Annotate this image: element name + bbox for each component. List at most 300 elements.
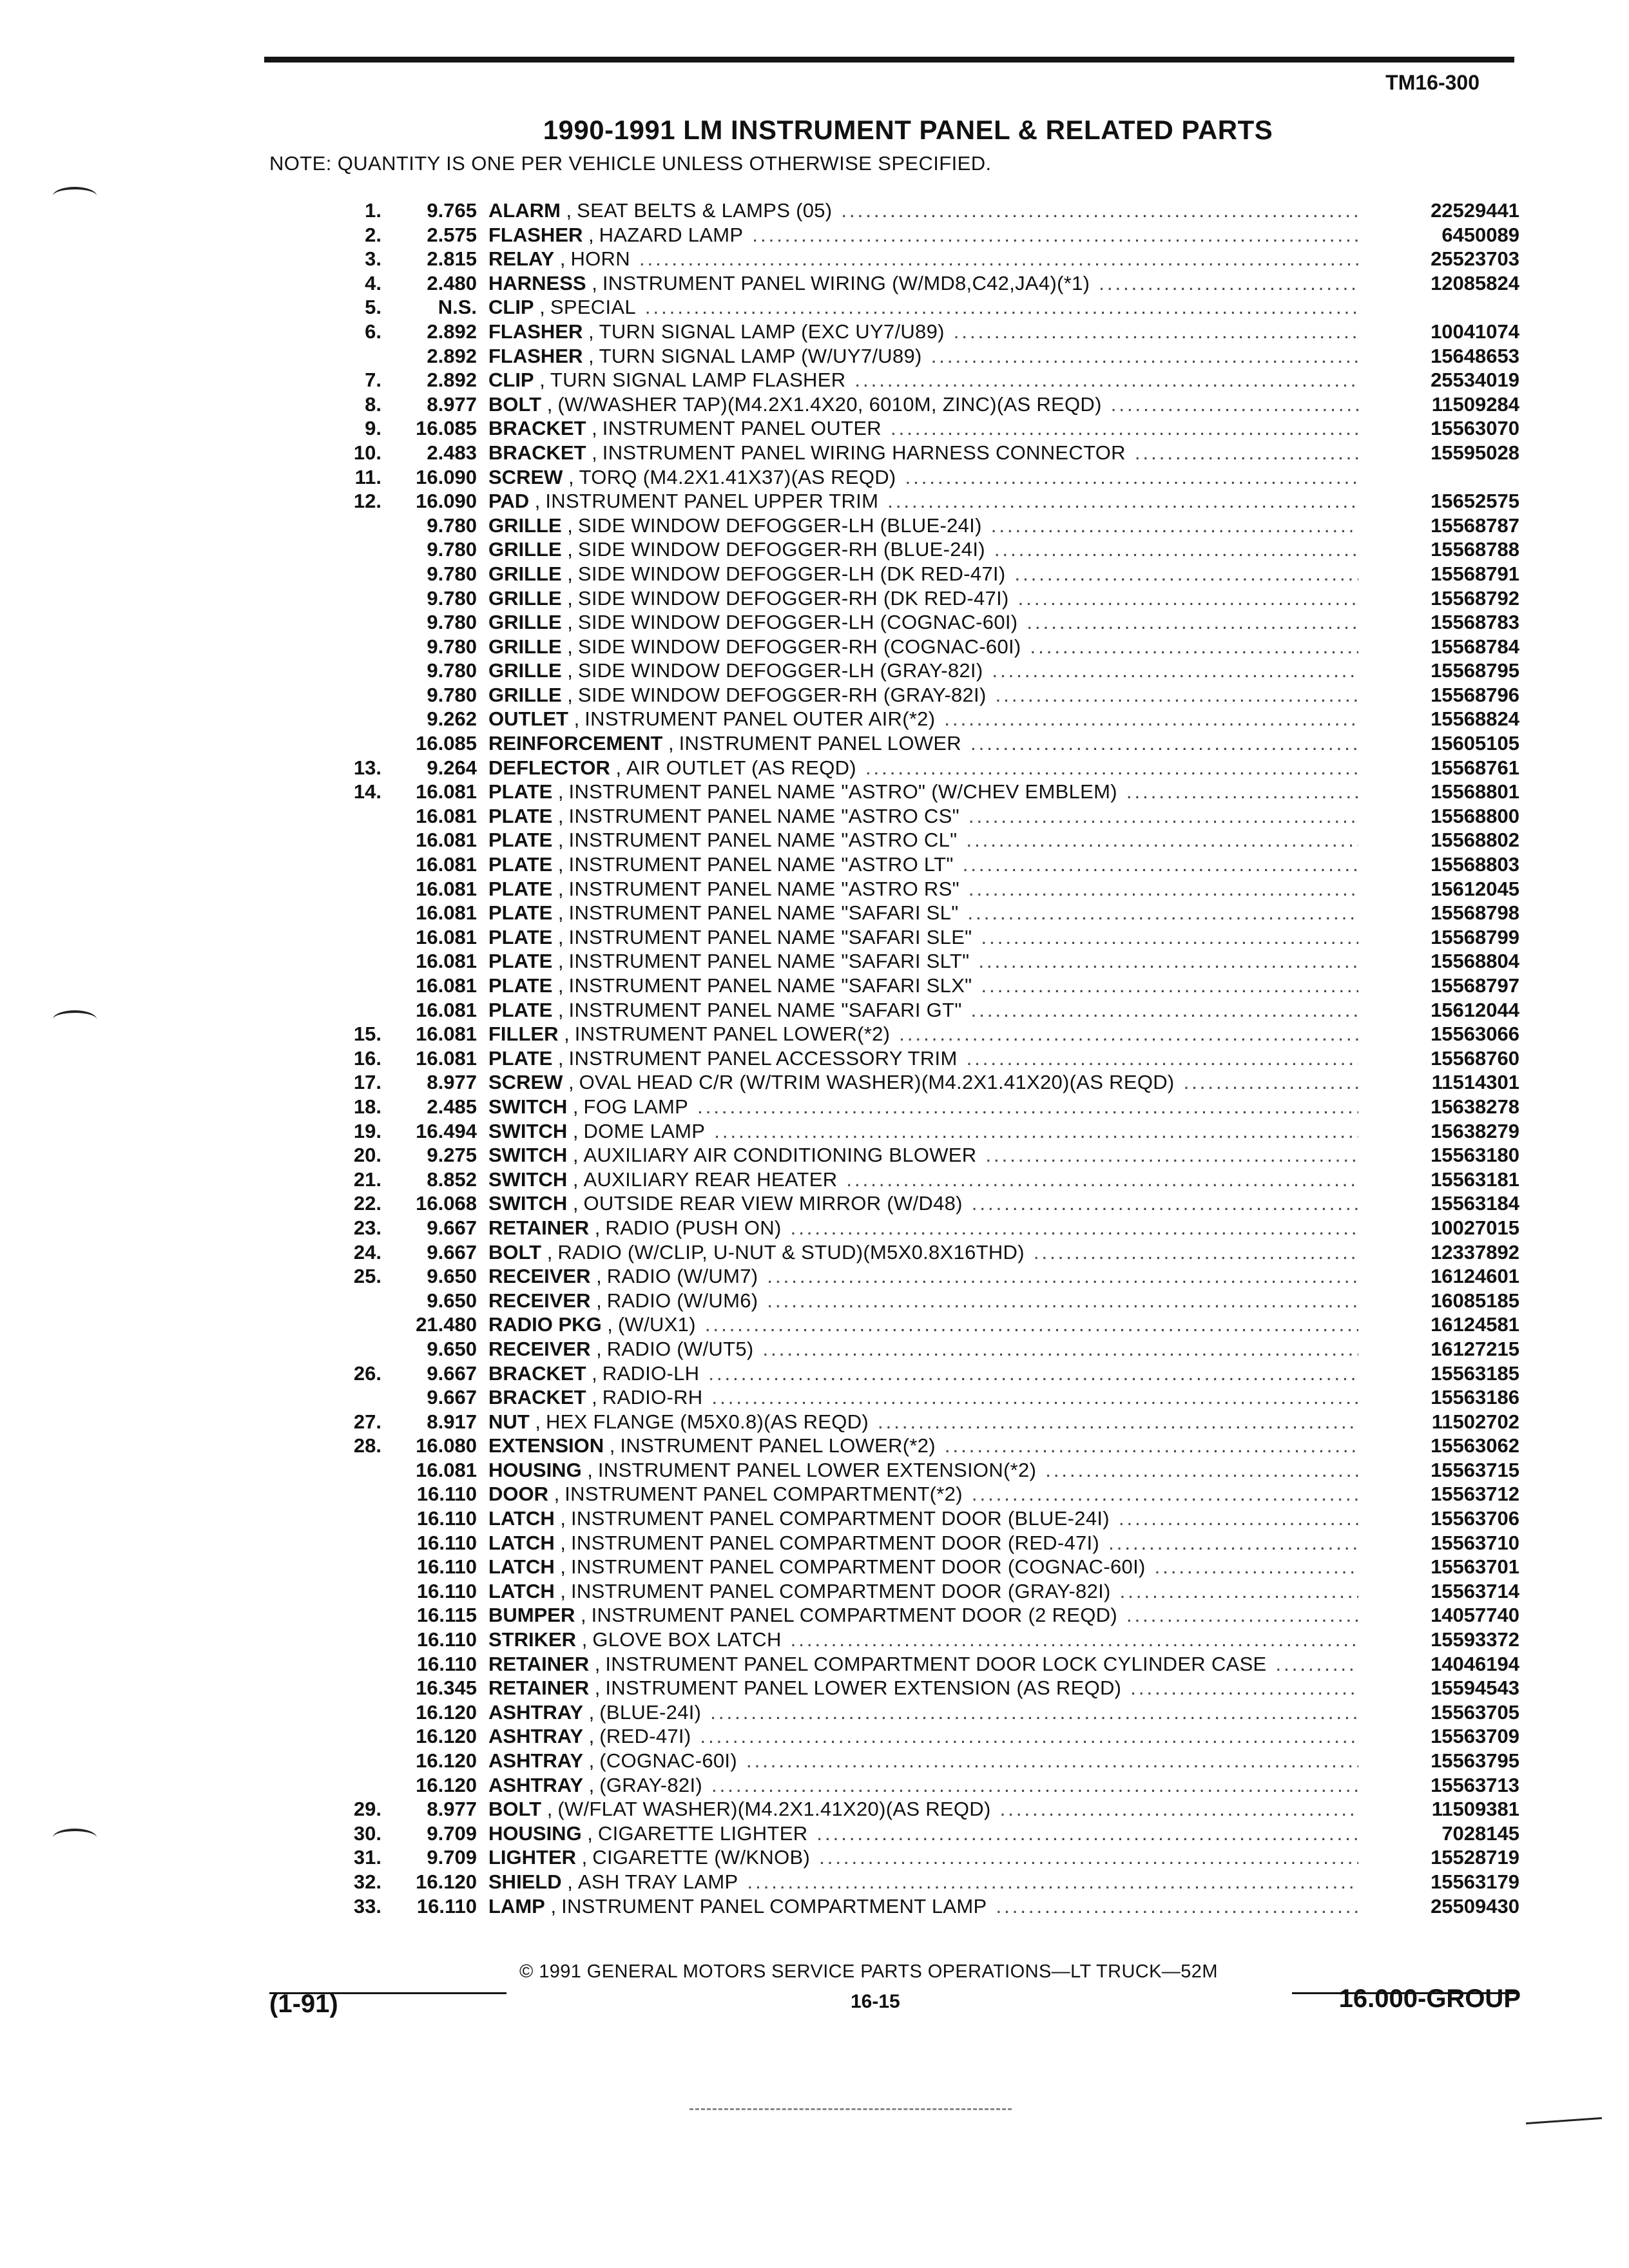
- part-name: BRACKET: [488, 1361, 586, 1385]
- part-detail: INSTRUMENT PANEL NAME "ASTRO" (W/CHEV EMBLEM): [568, 780, 1117, 803]
- parts-row: [0, 1628, 1629, 1652]
- group-number: 21.480: [416, 1313, 477, 1336]
- dot-leader: [791, 1628, 1358, 1652]
- group-number: 16.081: [416, 829, 477, 852]
- ref-number: 16.: [353, 1046, 381, 1070]
- parts-row: [0, 974, 1629, 998]
- part-number: 15563184: [1431, 1192, 1519, 1215]
- dot-leader: [1155, 1555, 1358, 1579]
- part-number: 25534019: [1431, 369, 1519, 392]
- group-number: 16.110: [416, 1628, 477, 1651]
- ref-number: 11.: [354, 465, 381, 488]
- ref-number: 32.: [353, 1870, 381, 1893]
- parts-row: [0, 198, 1629, 223]
- part-detail: CIGARETTE LIGHTER: [597, 1821, 808, 1845]
- part-number: 15563714: [1431, 1579, 1519, 1602]
- parts-row: [0, 828, 1629, 852]
- dot-leader: [1045, 1458, 1358, 1483]
- part-detail: (BLUE-24I): [599, 1700, 702, 1724]
- part-detail: INSTRUMENT PANEL ACCESSORY TRIM: [568, 1046, 958, 1070]
- separator: ,: [552, 1046, 564, 1070]
- parts-row: [0, 1603, 1629, 1628]
- part-number: 15638278: [1431, 1095, 1519, 1118]
- dot-leader: [969, 804, 1358, 829]
- group-number: 16.081: [416, 1023, 477, 1046]
- part-name: BRACKET: [488, 1386, 586, 1409]
- part-detail: OUTSIDE REAR VIEW MIRROR (W/D48): [583, 1192, 963, 1215]
- group-number: 16.110: [416, 1579, 477, 1602]
- parts-row: [0, 562, 1629, 586]
- part-name: SWITCH: [488, 1095, 568, 1118]
- part-detail: AUXILIARY REAR HEATER: [583, 1168, 838, 1191]
- parts-row: [0, 514, 1629, 538]
- separator: ,: [586, 417, 597, 440]
- ref-number: 28.: [353, 1434, 381, 1457]
- part-description: [488, 514, 1358, 538]
- part-number: 25509430: [1431, 1894, 1519, 1917]
- part-detail: INSTRUMENT PANEL NAME "SAFARI SL": [568, 901, 959, 925]
- dot-leader: [1030, 635, 1358, 659]
- separator: ,: [581, 1821, 593, 1845]
- part-detail: ASH TRAY LAMP: [577, 1870, 738, 1893]
- part-detail: RADIO-LH: [602, 1361, 700, 1385]
- part-description: [488, 925, 1358, 950]
- part-number: 15568796: [1431, 683, 1519, 706]
- separator: ,: [558, 1023, 570, 1046]
- date-code: (1-91): [269, 1990, 338, 2018]
- parts-row: [0, 320, 1629, 344]
- group-number: 8.917: [427, 1410, 477, 1433]
- separator: ,: [601, 1313, 613, 1336]
- dot-leader: [887, 489, 1358, 514]
- group-label: 16.000-GROUP: [1338, 1984, 1521, 2013]
- part-detail: SIDE WINDOW DEFOGGER-LH (DK RED-47I): [577, 562, 1006, 585]
- part-name: PLATE: [488, 853, 553, 876]
- dot-leader: [1184, 1070, 1358, 1095]
- dot-leader: [1000, 1797, 1358, 1821]
- separator: ,: [581, 1458, 593, 1481]
- group-number: 16.110: [416, 1894, 477, 1917]
- group-number: 9.709: [427, 1821, 477, 1845]
- ref-number: 19.: [353, 1119, 381, 1142]
- separator: ,: [552, 974, 564, 997]
- part-number: 15563701: [1431, 1555, 1519, 1579]
- part-description: [488, 1361, 1358, 1386]
- part-number: 10041074: [1431, 320, 1519, 343]
- group-number: 16.068: [416, 1192, 477, 1215]
- group-number: 16.120: [416, 1700, 477, 1724]
- part-detail: TURN SIGNAL LAMP (EXC UY7/U89): [599, 320, 945, 343]
- part-name: GRILLE: [488, 538, 562, 561]
- dot-leader: [700, 1724, 1358, 1749]
- part-detail: FOG LAMP: [583, 1095, 689, 1118]
- dot-leader: [645, 295, 1358, 320]
- parts-row: [0, 1385, 1629, 1410]
- part-number: 15563180: [1431, 1144, 1519, 1167]
- separator: ,: [552, 853, 564, 876]
- separator: ,: [575, 1604, 586, 1627]
- part-description: [488, 1022, 1358, 1046]
- part-number: 15568801: [1431, 780, 1519, 803]
- dot-leader: [763, 1337, 1359, 1361]
- separator: ,: [563, 1071, 574, 1094]
- part-description: [488, 416, 1358, 441]
- parts-row: [0, 271, 1629, 296]
- part-detail: INSTRUMENT PANEL NAME "ASTRO RS": [568, 877, 959, 900]
- ref-number: 1.: [365, 199, 381, 222]
- part-description: [488, 804, 1358, 829]
- part-name: RELAY: [488, 247, 555, 271]
- part-detail: INSTRUMENT PANEL COMPARTMENT DOOR (2 REQD): [591, 1604, 1117, 1627]
- part-description: [488, 1240, 1358, 1265]
- part-detail: INSTRUMENT PANEL NAME "ASTRO CL": [568, 829, 958, 852]
- part-name: GRILLE: [488, 635, 562, 658]
- parts-row: [0, 1458, 1629, 1483]
- parts-row: [0, 465, 1629, 490]
- part-detail: RADIO (W/UM7): [606, 1265, 758, 1288]
- separator: ,: [583, 1773, 595, 1796]
- dot-leader: [1135, 441, 1358, 465]
- part-detail: INSTRUMENT PANEL COMPARTMENT DOOR (BLUE-24I): [570, 1507, 1110, 1530]
- separator: ,: [552, 950, 564, 973]
- separator: ,: [567, 1144, 579, 1167]
- part-number: 15563066: [1431, 1023, 1519, 1046]
- part-name: ASHTRAY: [488, 1749, 583, 1772]
- parts-row: [0, 1749, 1629, 1773]
- part-name: SHIELD: [488, 1870, 562, 1893]
- part-number: 16085185: [1431, 1289, 1519, 1312]
- part-detail: GLOVE BOX LATCH: [592, 1628, 782, 1651]
- group-number: 2.892: [427, 344, 477, 367]
- parts-row: [0, 1724, 1629, 1749]
- part-description: [488, 1482, 1358, 1506]
- dot-leader: [944, 707, 1358, 731]
- part-description: [488, 295, 1358, 320]
- part-description: [488, 1070, 1358, 1095]
- separator: ,: [590, 1337, 602, 1360]
- group-number: 9.650: [427, 1289, 477, 1312]
- parts-row: [0, 1022, 1629, 1046]
- group-number: 16.120: [416, 1749, 477, 1772]
- dot-leader: [878, 1410, 1358, 1434]
- separator: ,: [545, 1894, 557, 1917]
- dot-leader: [1034, 1240, 1358, 1265]
- part-detail: CIGARETTE (W/KNOB): [592, 1846, 811, 1869]
- part-number: 15568824: [1431, 707, 1519, 731]
- part-number: 10027015: [1431, 1216, 1519, 1239]
- separator: ,: [561, 611, 573, 634]
- scan-artifact: [689, 2108, 1012, 2110]
- part-detail: SIDE WINDOW DEFOGGER-RH (DK RED-47I): [577, 586, 1009, 610]
- part-description: [488, 1046, 1358, 1071]
- part-number: 16127215: [1431, 1337, 1519, 1360]
- part-description: [488, 320, 1358, 344]
- ref-number: 26.: [353, 1361, 381, 1385]
- part-name: SCREW: [488, 1071, 563, 1094]
- part-name: HOUSING: [488, 1821, 582, 1845]
- group-number: 16.081: [416, 1458, 477, 1481]
- dot-leader: [1018, 586, 1358, 611]
- part-number: 15652575: [1431, 490, 1519, 513]
- part-detail: SIDE WINDOW DEFOGGER-RH (GRAY-82I): [577, 683, 987, 706]
- part-description: [488, 537, 1358, 562]
- separator: ,: [589, 1652, 601, 1675]
- dot-leader: [711, 1773, 1358, 1798]
- part-number: 12337892: [1431, 1240, 1519, 1264]
- part-number: 15563186: [1431, 1386, 1519, 1409]
- part-number: 15563713: [1431, 1773, 1519, 1796]
- part-description: [488, 1749, 1358, 1773]
- part-number: 14057740: [1431, 1604, 1519, 1627]
- quantity-note: NOTE: QUANTITY IS ONE PER VEHICLE UNLESS OTHERWISE SPECIFIED.: [269, 152, 992, 175]
- dot-leader: [969, 877, 1358, 901]
- parts-row: [0, 610, 1629, 635]
- separator: ,: [561, 562, 573, 585]
- parts-row: [0, 1652, 1629, 1677]
- parts-row: [0, 223, 1629, 247]
- part-description: [488, 1676, 1358, 1700]
- part-description: [488, 1724, 1358, 1749]
- parts-row: [0, 635, 1629, 659]
- part-name: PLATE: [488, 925, 553, 948]
- part-name: ASHTRAY: [488, 1773, 583, 1796]
- group-number: 2.485: [427, 1095, 477, 1118]
- group-number: 2.815: [427, 247, 477, 271]
- parts-row: [0, 1676, 1629, 1700]
- part-number: 15612045: [1431, 877, 1519, 900]
- part-description: [488, 780, 1358, 804]
- part-detail: TURN SIGNAL LAMP FLASHER: [550, 369, 846, 392]
- part-name: SCREW: [488, 465, 563, 488]
- parts-row: [0, 852, 1629, 877]
- separator: ,: [586, 1386, 597, 1409]
- part-detail: INSTRUMENT PANEL COMPARTMENT(*2): [564, 1483, 963, 1506]
- separator: ,: [534, 296, 545, 319]
- dot-leader: [899, 1022, 1358, 1046]
- parts-row: [0, 1773, 1629, 1798]
- separator: ,: [561, 659, 573, 682]
- group-number: 9.765: [427, 199, 477, 222]
- copyright-line: © 1991 GENERAL MOTORS SERVICE PARTS OPERATIONS—LT TRUCK—52M: [519, 1961, 1218, 1982]
- part-detail: (W/UX1): [617, 1313, 696, 1336]
- dot-leader: [972, 1482, 1358, 1506]
- ref-number: 21.: [353, 1168, 381, 1191]
- part-number: 14046194: [1431, 1652, 1519, 1675]
- group-number: 9.275: [427, 1144, 477, 1167]
- separator: ,: [567, 1095, 579, 1118]
- parts-row: [0, 707, 1629, 731]
- part-number: 15563181: [1431, 1168, 1519, 1191]
- group-number: 9.780: [427, 562, 477, 585]
- part-name: FLASHER: [488, 320, 583, 343]
- parts-row: [0, 1797, 1629, 1821]
- dot-leader: [968, 901, 1358, 925]
- part-description: [488, 1652, 1358, 1677]
- group-number: 9.667: [427, 1240, 477, 1264]
- part-description: [488, 1289, 1358, 1313]
- ref-number: 14.: [353, 780, 381, 803]
- parts-row: [0, 1216, 1629, 1240]
- parts-row: [0, 804, 1629, 829]
- group-number: 16.081: [416, 780, 477, 803]
- part-name: GRILLE: [488, 514, 562, 537]
- dot-leader: [985, 1143, 1358, 1168]
- group-number: 16.110: [416, 1652, 477, 1675]
- group-number: 16.345: [416, 1677, 477, 1700]
- part-number: 15593372: [1431, 1628, 1519, 1651]
- separator: ,: [552, 877, 564, 900]
- part-name: BRACKET: [488, 417, 586, 440]
- part-detail: RADIO (W/UM6): [606, 1289, 758, 1312]
- separator: ,: [560, 199, 572, 222]
- group-number: 9.262: [427, 707, 477, 731]
- group-number: 8.977: [427, 392, 477, 416]
- dot-leader: [1276, 1652, 1358, 1677]
- part-detail: INSTRUMENT PANEL LOWER EXTENSION(*2): [597, 1458, 1037, 1481]
- dot-leader: [978, 949, 1358, 974]
- part-detail: INSTRUMENT PANEL OUTER: [602, 417, 882, 440]
- part-detail: INSTRUMENT PANEL COMPARTMENT DOOR (RED-47I): [570, 1531, 1100, 1554]
- parts-row: [0, 1337, 1629, 1361]
- parts-row: [0, 392, 1629, 417]
- part-name: LIGHTER: [488, 1846, 577, 1869]
- part-number: 11509284: [1431, 392, 1519, 416]
- part-number: 7028145: [1441, 1821, 1519, 1845]
- part-description: [488, 441, 1358, 465]
- parts-row: [0, 1531, 1629, 1555]
- part-description: [488, 1555, 1358, 1579]
- dot-leader: [967, 1046, 1358, 1071]
- dot-leader: [1126, 780, 1358, 804]
- part-description: [488, 1579, 1358, 1604]
- part-number: 15568800: [1431, 804, 1519, 827]
- part-name: PLATE: [488, 1046, 553, 1070]
- part-name: RETAINER: [488, 1216, 590, 1239]
- part-description: [488, 756, 1358, 780]
- part-name: PLATE: [488, 901, 553, 925]
- separator: ,: [561, 514, 573, 537]
- parts-row: [0, 780, 1629, 804]
- dot-leader: [841, 198, 1358, 223]
- group-number: 16.080: [416, 1434, 477, 1457]
- separator: ,: [554, 1579, 566, 1602]
- part-number: 15563712: [1431, 1483, 1519, 1506]
- dot-leader: [705, 1312, 1358, 1337]
- group-number: 16.081: [416, 1046, 477, 1070]
- part-description: [488, 271, 1358, 296]
- dot-leader: [994, 537, 1358, 562]
- separator: ,: [586, 441, 597, 464]
- separator: ,: [610, 756, 622, 779]
- separator: ,: [552, 998, 564, 1021]
- part-number: 11514301: [1431, 1071, 1519, 1094]
- parts-row: [0, 1119, 1629, 1144]
- group-number: 16.090: [416, 490, 477, 513]
- parts-row: [0, 998, 1629, 1023]
- group-number: 9.650: [427, 1265, 477, 1288]
- group-number: 16.494: [416, 1119, 477, 1142]
- dot-leader: [711, 1385, 1358, 1410]
- part-description: [488, 1119, 1358, 1144]
- part-number: 15568787: [1431, 514, 1519, 537]
- parts-row: [0, 1143, 1629, 1168]
- part-number: 15568784: [1431, 635, 1519, 658]
- part-detail: SIDE WINDOW DEFOGGER-LH (BLUE-24I): [577, 514, 982, 537]
- parts-row: [0, 247, 1629, 271]
- part-name: RECEIVER: [488, 1265, 591, 1288]
- separator: ,: [583, 1700, 595, 1724]
- dot-leader: [996, 683, 1358, 707]
- dot-leader: [865, 756, 1358, 780]
- part-number: 15563715: [1431, 1458, 1519, 1481]
- separator: ,: [590, 1265, 602, 1288]
- part-description: [488, 392, 1358, 417]
- part-name: RADIO PKG: [488, 1313, 602, 1336]
- part-description: [488, 1264, 1358, 1289]
- group-number: 16.110: [416, 1483, 477, 1506]
- separator: ,: [576, 1628, 588, 1651]
- part-detail: (RED-47I): [599, 1725, 691, 1748]
- parts-row: [0, 295, 1629, 320]
- part-number: 15563705: [1431, 1700, 1519, 1724]
- part-name: RETAINER: [488, 1652, 590, 1675]
- parts-row: [0, 1870, 1629, 1894]
- part-detail: INSTRUMENT PANEL COMPARTMENT DOOR (GRAY-82I): [570, 1579, 1111, 1602]
- part-number: 12085824: [1431, 271, 1519, 294]
- part-detail: SIDE WINDOW DEFOGGER-RH (COGNAC-60I): [577, 635, 1021, 658]
- part-number: 15563185: [1431, 1361, 1519, 1385]
- parts-row: [0, 368, 1629, 392]
- page-title: 1990-1991 LM INSTRUMENT PANEL & RELATED PARTS: [543, 115, 1273, 145]
- separator: ,: [552, 829, 564, 852]
- part-number: 11502702: [1431, 1410, 1519, 1433]
- part-number: 15563070: [1431, 417, 1519, 440]
- parts-row: [0, 344, 1629, 369]
- part-description: [488, 1385, 1358, 1410]
- parts-row: [0, 1482, 1629, 1506]
- part-number: 15648653: [1431, 344, 1519, 367]
- dot-leader: [931, 344, 1358, 369]
- part-description: [488, 247, 1358, 271]
- dot-leader: [972, 1191, 1358, 1216]
- part-detail: INSTRUMENT PANEL UPPER TRIM: [545, 490, 879, 513]
- part-name: GRILLE: [488, 659, 562, 682]
- separator: ,: [662, 732, 674, 755]
- parts-row: [0, 901, 1629, 925]
- group-number: 16.085: [416, 732, 477, 755]
- part-name: PLATE: [488, 829, 553, 852]
- part-name: LATCH: [488, 1579, 555, 1602]
- part-detail: INSTRUMENT PANEL LOWER(*2): [620, 1434, 936, 1457]
- part-description: [488, 1845, 1358, 1870]
- parts-row: [0, 1700, 1629, 1725]
- parts-row: [0, 489, 1629, 514]
- part-name: PAD: [488, 490, 530, 513]
- separator: ,: [561, 683, 573, 706]
- parts-row: [0, 1579, 1629, 1604]
- part-number: 15594543: [1431, 1677, 1519, 1700]
- ref-number: 8.: [365, 392, 381, 416]
- dot-leader: [708, 1361, 1358, 1386]
- separator: ,: [552, 804, 564, 827]
- part-number: 16124601: [1431, 1265, 1519, 1288]
- separator: ,: [548, 1483, 560, 1506]
- part-detail: INSTRUMENT PANEL NAME "ASTRO LT": [568, 853, 954, 876]
- part-name: RETAINER: [488, 1677, 590, 1700]
- ref-number: 25.: [353, 1265, 381, 1288]
- separator: ,: [583, 344, 594, 367]
- separator: ,: [554, 1507, 566, 1530]
